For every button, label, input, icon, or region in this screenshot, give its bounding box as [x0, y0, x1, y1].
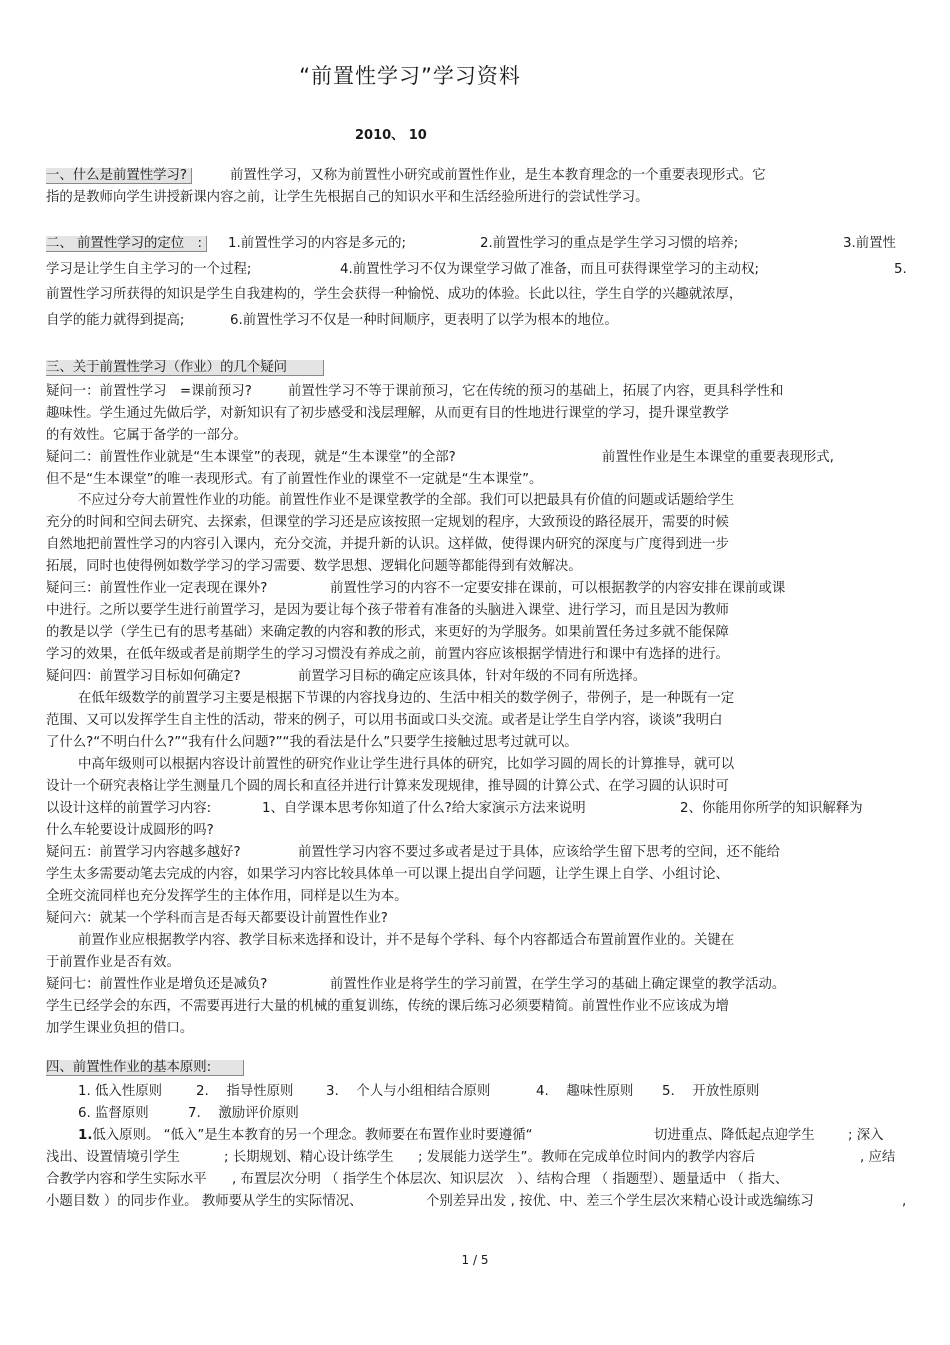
paragraph-text: 小题目数 ）的同步作业。 教师要从学生的实际情况、	[46, 1194, 363, 1209]
question-6-title: 疑问六：就某一个学科而言是否每天都要设计前置性作业?	[46, 911, 388, 926]
paragraph-text: , 布置层次分明 （ 指学生个体层次、知识层次 ）、结构合理 （ 指题型）、题量适中 （ 指大、	[232, 1172, 789, 1187]
document-title: “前置性学习”学习资料	[299, 64, 521, 88]
paragraph-text: 2.前置性学习的重点是学生学习习惯的培养;	[480, 236, 739, 251]
paragraph-text: 自然地把前置性学习的内容引入课内，充分交流，并提升新的认识。这样做，使得课内研究的深度与广度得到进一步	[46, 537, 729, 552]
paragraph-text: 于前置作业是否有效。	[46, 955, 180, 970]
question-3-title: 疑问三：前置性作业一定表现在课外?	[46, 581, 268, 596]
paragraph-line	[78, 1126, 884, 1146]
section-1-heading: 一、什么是前置性学习?	[46, 168, 192, 184]
section-2-line	[46, 234, 896, 254]
paragraph-text: 3.前置性	[843, 236, 896, 251]
paragraph-line	[46, 975, 786, 995]
paragraph-text: 以设计这样的前置学习内容:	[46, 801, 212, 816]
paragraph-text: 6.前置性学习不仅是一种时间顺序，更表明了以学为根本的地位。	[230, 313, 618, 328]
paragraph-text: , 应结	[860, 1150, 896, 1165]
paragraph-line	[46, 448, 834, 468]
paragraph-text: 全班交流同样也充分发挥学生的主体作用，同样是以生为本。	[46, 889, 408, 904]
principle-item: 7. 激励评价原则	[188, 1106, 299, 1121]
principles-row	[78, 1082, 760, 1102]
principle-item: 3. 个人与小组相结合原则	[326, 1084, 491, 1099]
section-4-heading: 四、前置性作业的基本原则:	[46, 1060, 244, 1076]
question-7-title: 疑问七：前置性作业是增负还是减负?	[46, 977, 268, 992]
paragraph-text: 了什么?“不明白什么?”“我有什么问题?”“我的看法是什么”只要学生接触过思考过就可以。	[46, 735, 578, 750]
paragraph-line	[46, 1148, 896, 1168]
paragraph-text: 拓展，同时也使得例如数学学习的学习需要、数学思想、逻辑化问题等都能得到有效解决。	[46, 559, 582, 574]
paragraph-text: 切进重点、降低起点迎学生	[654, 1128, 815, 1143]
paragraph-text: 中高年级则可以根据内容设计前置性的研究作业让学生进行具体的研究，比如学习圆的周长的计算推导，就可以	[78, 757, 735, 772]
paragraph-text: 前置性学习不等于课前预习，它在传统的预习的基础上，拓展了内容，更具科学性和	[288, 384, 784, 399]
principle-item: 2. 指导性原则	[196, 1084, 294, 1099]
question-4-title: 疑问四：前置学习目标如何确定?	[46, 669, 241, 684]
paragraph-text: 1、自学课本思考你知道了什么?给大家演示方法来说明	[262, 801, 586, 816]
paragraph-text: 前置性学习内容不要过多或者是过于具体，应该给学生留下思考的空间，还不能给	[298, 845, 781, 860]
paragraph-text: 学习的效果，在低年级或者是前期学生的学习习惯没有养成之前，前置内容应该根据学情进行和课中有选择的进行。	[46, 647, 729, 662]
paragraph-text: 范围、又可以发挥学生自主性的活动，带来的例子，可以用书面或口头交流。或者是让学生自学内容，谈谈”我明白	[46, 713, 723, 728]
section-3-line	[46, 358, 324, 378]
question-5-title: 疑问五：前置学习内容越多越好?	[46, 845, 241, 860]
paragraph-line	[46, 843, 781, 863]
paragraph-text: 中进行。之所以要学生进行前置学习，是因为要让每个孩子带着有准备的头脑进入课堂、进行学习，而且是因为教师	[46, 603, 729, 618]
section-3-heading: 三、关于前置性学习（作业）的几个疑问	[46, 360, 324, 376]
principle-item: 4. 趣味性原则	[536, 1084, 634, 1099]
paragraph-text: 什么车轮要设计成圆形的吗?	[46, 823, 214, 838]
paragraph-text: 合教学内容和学生实际水平	[46, 1172, 207, 1187]
paragraph-line	[46, 579, 786, 599]
paragraph-text: 5.	[894, 262, 907, 277]
section-1-line	[46, 166, 766, 186]
paragraph-text: 前置学习目标的确定应该具体，针对年级的不同有所选择。	[298, 669, 647, 684]
paragraph-text: 在低年级数学的前置学习主要是根据下节课的内容找身边的、生活中相关的数学例子，带例子，是一种既有一定	[78, 691, 735, 706]
paragraph-text: 的教是以学（学生已有的思考基础）来确定教的内容和教的形式，来更好的为学服务。如果前置任务过多就不能保障	[46, 625, 729, 640]
paragraph-text: 学生太多需要动笔去完成的内容，如果学习内容比较具体单一可以课上提出自学问题，让学生课上自学、小组讨论、	[46, 867, 729, 882]
principles-row	[78, 1104, 299, 1124]
document-date: 2010、 10	[355, 128, 427, 143]
paragraph-number: 1.	[78, 1128, 93, 1143]
paragraph-text: 学习是让学生自主学习的一个过程;	[46, 262, 252, 277]
paragraph-text: 前置性作业是将学生的学习前置，在学生学习的基础上确定课堂的教学活动。	[330, 977, 786, 992]
principle-item: 5. 开放性原则	[662, 1084, 760, 1099]
principle-item: 1. 低入性原则	[78, 1084, 162, 1099]
paragraph-line	[46, 382, 784, 402]
paragraph-text: 指的是教师向学生讲授新课内容之前，让学生先根据自己的知识水平和生活经验所进行的尝试性学习。	[46, 190, 649, 205]
paragraph-line	[46, 1192, 907, 1212]
paragraph-text: ; 长期规划、精心设计练学生	[224, 1150, 394, 1165]
paragraph-text: 浅出、设置情境引学生	[46, 1150, 180, 1165]
paragraph-text: 1.前置性学习的内容是多元的;	[228, 236, 406, 251]
paragraph-text: 前置性学习所获得的知识是学生自我建构的，学生会获得一种愉悦、成功的体验。长此以往，学生自学的兴趣就浓厚，	[46, 287, 743, 302]
paragraph-text: 2、你能用你所学的知识解释为	[680, 801, 863, 816]
paragraph-text: ,	[902, 1194, 907, 1209]
paragraph-line	[46, 260, 907, 280]
paragraph-line	[46, 1170, 789, 1190]
paragraph-line	[46, 667, 647, 687]
paragraph-text: ; 深入	[848, 1128, 884, 1143]
paragraph-text: 前置性作业是生本课堂的重要表现形式,	[602, 450, 834, 465]
principle-item: 6. 监督原则	[78, 1106, 149, 1121]
paragraph-text: 个别差异出发 , 按优、中、差三个学生层次来精心设计或选编练习	[426, 1194, 814, 1209]
section-4-line	[46, 1058, 244, 1078]
paragraph-text: 前置性学习，又称为前置性小研究或前置性作业，是生本教育理念的一个重要表现形式。它	[230, 168, 766, 183]
paragraph-text: 前置作业应根据教学内容、教学目标来选择和设计，并不是每个学科、每个内容都适合布置前置作业的。关键在	[78, 933, 735, 948]
paragraph-text: 前置性学习的内容不一定要安排在课前，可以根据教学的内容安排在课前或课	[330, 581, 786, 596]
paragraph-text: 趣味性。学生通过先做后学，对新知识有了初步感受和浅层理解，从而更有目的性地进行课堂的学习，提升课堂教学	[46, 406, 729, 421]
paragraph-text: ; 发展能力送学生”。教师在完成单位时间内的教学内容后	[418, 1150, 756, 1165]
paragraph-line	[46, 799, 863, 819]
paragraph-line	[46, 311, 618, 331]
paragraph-text: 学生已经学会的东西，不需要再进行大量的机械的重复训练，传统的课后练习必须要精简。前置性作业不应该成为增	[46, 999, 729, 1014]
section-2-heading: 二、 前置性学习的定位 :	[46, 236, 207, 252]
paragraph-text: 4.前置性学习不仅为课堂学习做了准备，而且可获得课堂学习的主动权;	[340, 262, 760, 277]
paragraph-text: 低入原则。 “低入”是生本教育的另一个理念。教师要在布置作业时要遵循“	[92, 1128, 533, 1143]
paragraph-text: 加学生课业负担的借口。	[46, 1021, 194, 1036]
paragraph-text: 自学的能力就得到提高;	[46, 313, 185, 328]
page-number: 1 / 5	[461, 1253, 489, 1267]
question-2-title: 疑问二：前置性作业就是“生本课堂”的表现，就是“生本课堂”的全部?	[46, 450, 456, 465]
question-1-title: 疑问一：前置性学习 =课前预习?	[46, 384, 252, 399]
paragraph-text: 设计一个研究表格让学生测量几个圆的周长和直径并进行计算来发现规律，推导圆的计算公式、在学习圆的认识时可	[46, 779, 729, 794]
paragraph-text: 充分的时间和空间去研究、去探索，但课堂的学习还是应该按照一定规划的程序，大致预设的路径展开，需要的时候	[46, 515, 729, 530]
paragraph-text: 但不是“生本课堂”的唯一表现形式。有了前置性作业的课堂不一定就是“生本课堂”。	[46, 472, 543, 487]
paragraph-text: 的有效性。它属于备学的一部分。	[46, 428, 247, 443]
paragraph-text: 不应过分夸大前置性作业的功能。前置性作业不是课堂教学的全部。我们可以把最具有价值的问题或话题给学生	[78, 493, 735, 508]
